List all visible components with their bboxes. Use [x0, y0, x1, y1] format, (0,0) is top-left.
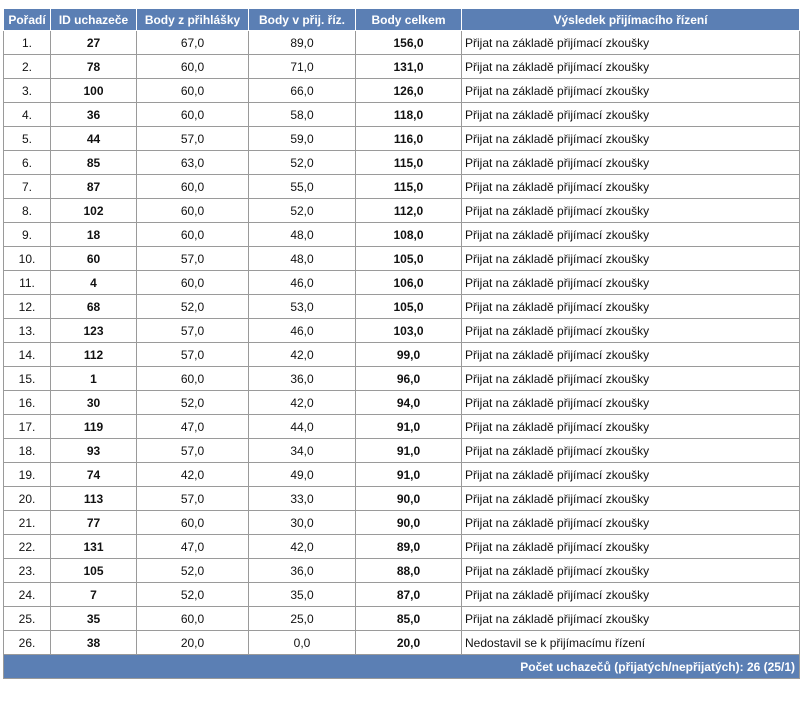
- cell-total-points: 91,0: [356, 463, 462, 487]
- cell-result: Přijat na základě přijímací zkoušky: [462, 367, 800, 391]
- cell-result: Přijat na základě přijímací zkoušky: [462, 439, 800, 463]
- cell-application-points: 57,0: [137, 127, 249, 151]
- table-row: [4, 535, 800, 559]
- cell-application-points: 57,0: [137, 487, 249, 511]
- table-row: [4, 55, 800, 79]
- cell-result: Přijat na základě přijímací zkoušky: [462, 583, 800, 607]
- column-header-applicant-id[interactable]: ID uchazeče: [51, 9, 137, 31]
- cell-exam-points: 52,0: [249, 151, 356, 175]
- cell-result: Přijat na základě přijímací zkoušky: [462, 535, 800, 559]
- cell-rank: 12.: [4, 295, 51, 319]
- cell-result: Přijat na základě přijímací zkoušky: [462, 487, 800, 511]
- cell-result: Přijat na základě přijímací zkoušky: [462, 463, 800, 487]
- cell-rank: 24.: [4, 583, 51, 607]
- column-header-result[interactable]: Výsledek přijímacího řízení: [462, 9, 800, 31]
- cell-result: Přijat na základě přijímací zkoušky: [462, 199, 800, 223]
- table-row: [4, 487, 800, 511]
- admission-results-table: [3, 8, 800, 679]
- cell-applicant-id: 35: [51, 607, 137, 631]
- table-row: [4, 607, 800, 631]
- cell-result: Přijat na základě přijímací zkoušky: [462, 55, 800, 79]
- cell-rank: 21.: [4, 511, 51, 535]
- cell-rank: 4.: [4, 103, 51, 127]
- cell-exam-points: 48,0: [249, 247, 356, 271]
- cell-application-points: 60,0: [137, 367, 249, 391]
- cell-exam-points: 53,0: [249, 295, 356, 319]
- cell-applicant-id: 102: [51, 199, 137, 223]
- cell-application-points: 60,0: [137, 175, 249, 199]
- cell-applicant-id: 105: [51, 559, 137, 583]
- cell-exam-points: 42,0: [249, 343, 356, 367]
- column-header-rank[interactable]: Pořadí: [4, 9, 51, 31]
- cell-application-points: 52,0: [137, 391, 249, 415]
- table-row: [4, 103, 800, 127]
- cell-applicant-id: 68: [51, 295, 137, 319]
- cell-application-points: 47,0: [137, 535, 249, 559]
- cell-exam-points: 71,0: [249, 55, 356, 79]
- table-row: [4, 127, 800, 151]
- cell-application-points: 63,0: [137, 151, 249, 175]
- cell-applicant-id: 60: [51, 247, 137, 271]
- cell-application-points: 57,0: [137, 439, 249, 463]
- cell-result: Přijat na základě přijímací zkoušky: [462, 151, 800, 175]
- cell-result: Přijat na základě přijímací zkoušky: [462, 127, 800, 151]
- cell-applicant-id: 100: [51, 79, 137, 103]
- cell-applicant-id: 18: [51, 223, 137, 247]
- cell-result: Přijat na základě přijímací zkoušky: [462, 319, 800, 343]
- cell-applicant-id: 7: [51, 583, 137, 607]
- cell-applicant-id: 78: [51, 55, 137, 79]
- table-row: [4, 343, 800, 367]
- cell-total-points: 105,0: [356, 247, 462, 271]
- table-row: [4, 391, 800, 415]
- table-body: [4, 31, 800, 655]
- cell-total-points: 105,0: [356, 295, 462, 319]
- cell-rank: 8.: [4, 199, 51, 223]
- table-row: [4, 631, 800, 655]
- cell-exam-points: 42,0: [249, 535, 356, 559]
- column-header-application-points[interactable]: Body z přihlášky: [137, 9, 249, 31]
- cell-result: Přijat na základě přijímací zkoušky: [462, 607, 800, 631]
- table-row: [4, 247, 800, 271]
- cell-applicant-id: 87: [51, 175, 137, 199]
- cell-total-points: 87,0: [356, 583, 462, 607]
- cell-result: Přijat na základě přijímací zkoušky: [462, 511, 800, 535]
- cell-rank: 5.: [4, 127, 51, 151]
- cell-total-points: 90,0: [356, 511, 462, 535]
- table-row: [4, 31, 800, 55]
- cell-applicant-id: 30: [51, 391, 137, 415]
- cell-applicant-id: 123: [51, 319, 137, 343]
- cell-rank: 3.: [4, 79, 51, 103]
- cell-application-points: 60,0: [137, 55, 249, 79]
- cell-rank: 13.: [4, 319, 51, 343]
- column-header-total-points[interactable]: Body celkem: [356, 9, 462, 31]
- cell-exam-points: 44,0: [249, 415, 356, 439]
- cell-application-points: 60,0: [137, 223, 249, 247]
- cell-exam-points: 35,0: [249, 583, 356, 607]
- cell-application-points: 60,0: [137, 511, 249, 535]
- cell-applicant-id: 77: [51, 511, 137, 535]
- cell-application-points: 60,0: [137, 607, 249, 631]
- cell-total-points: 88,0: [356, 559, 462, 583]
- table-row: [4, 583, 800, 607]
- cell-exam-points: 25,0: [249, 607, 356, 631]
- table-row: [4, 559, 800, 583]
- cell-applicant-id: 74: [51, 463, 137, 487]
- cell-rank: 2.: [4, 55, 51, 79]
- cell-rank: 15.: [4, 367, 51, 391]
- cell-total-points: 106,0: [356, 271, 462, 295]
- cell-total-points: 103,0: [356, 319, 462, 343]
- cell-total-points: 89,0: [356, 535, 462, 559]
- cell-total-points: 156,0: [356, 31, 462, 55]
- cell-exam-points: 46,0: [249, 271, 356, 295]
- cell-exam-points: 36,0: [249, 367, 356, 391]
- table-row: [4, 271, 800, 295]
- cell-result: Přijat na základě přijímací zkoušky: [462, 559, 800, 583]
- cell-result: Přijat na základě přijímací zkoušky: [462, 223, 800, 247]
- cell-total-points: 108,0: [356, 223, 462, 247]
- cell-rank: 7.: [4, 175, 51, 199]
- cell-application-points: 60,0: [137, 103, 249, 127]
- table-row: [4, 511, 800, 535]
- cell-total-points: 85,0: [356, 607, 462, 631]
- column-header-exam-points[interactable]: Body v přij. říz.: [249, 9, 356, 31]
- table-row: [4, 319, 800, 343]
- cell-total-points: 94,0: [356, 391, 462, 415]
- cell-total-points: 90,0: [356, 487, 462, 511]
- table-footer-row: [4, 655, 800, 679]
- cell-exam-points: 59,0: [249, 127, 356, 151]
- cell-exam-points: 48,0: [249, 223, 356, 247]
- cell-application-points: 52,0: [137, 295, 249, 319]
- cell-application-points: 60,0: [137, 79, 249, 103]
- table-row: [4, 79, 800, 103]
- cell-application-points: 60,0: [137, 199, 249, 223]
- table-row: [4, 295, 800, 319]
- cell-applicant-id: 119: [51, 415, 137, 439]
- cell-applicant-id: 131: [51, 535, 137, 559]
- table-row: [4, 199, 800, 223]
- cell-total-points: 118,0: [356, 103, 462, 127]
- cell-total-points: 126,0: [356, 79, 462, 103]
- cell-total-points: 99,0: [356, 343, 462, 367]
- applicant-count-summary: Počet uchazečů (přijatých/nepřijatých): 26 (25/1): [4, 655, 800, 679]
- cell-total-points: 91,0: [356, 415, 462, 439]
- cell-result: Přijat na základě přijímací zkoušky: [462, 103, 800, 127]
- cell-rank: 25.: [4, 607, 51, 631]
- cell-exam-points: 89,0: [249, 31, 356, 55]
- cell-total-points: 115,0: [356, 175, 462, 199]
- cell-total-points: 20,0: [356, 631, 462, 655]
- cell-application-points: 52,0: [137, 559, 249, 583]
- cell-total-points: 96,0: [356, 367, 462, 391]
- cell-application-points: 57,0: [137, 319, 249, 343]
- cell-rank: 10.: [4, 247, 51, 271]
- cell-total-points: 131,0: [356, 55, 462, 79]
- cell-exam-points: 58,0: [249, 103, 356, 127]
- cell-exam-points: 0,0: [249, 631, 356, 655]
- cell-rank: 18.: [4, 439, 51, 463]
- cell-application-points: 60,0: [137, 271, 249, 295]
- cell-rank: 14.: [4, 343, 51, 367]
- cell-application-points: 57,0: [137, 343, 249, 367]
- cell-rank: 6.: [4, 151, 51, 175]
- table-row: [4, 223, 800, 247]
- cell-total-points: 91,0: [356, 439, 462, 463]
- cell-rank: 11.: [4, 271, 51, 295]
- cell-exam-points: 30,0: [249, 511, 356, 535]
- cell-applicant-id: 1: [51, 367, 137, 391]
- cell-result: Přijat na základě přijímací zkoušky: [462, 415, 800, 439]
- cell-result: Přijat na základě přijímací zkoušky: [462, 391, 800, 415]
- cell-applicant-id: 93: [51, 439, 137, 463]
- cell-application-points: 57,0: [137, 247, 249, 271]
- table-row: [4, 415, 800, 439]
- cell-rank: 1.: [4, 31, 51, 55]
- cell-exam-points: 52,0: [249, 199, 356, 223]
- table-row: [4, 151, 800, 175]
- cell-exam-points: 34,0: [249, 439, 356, 463]
- cell-application-points: 42,0: [137, 463, 249, 487]
- cell-exam-points: 33,0: [249, 487, 356, 511]
- cell-applicant-id: 4: [51, 271, 137, 295]
- cell-application-points: 20,0: [137, 631, 249, 655]
- cell-rank: 19.: [4, 463, 51, 487]
- cell-application-points: 52,0: [137, 583, 249, 607]
- cell-applicant-id: 44: [51, 127, 137, 151]
- cell-applicant-id: 38: [51, 631, 137, 655]
- cell-exam-points: 66,0: [249, 79, 356, 103]
- cell-rank: 23.: [4, 559, 51, 583]
- cell-exam-points: 36,0: [249, 559, 356, 583]
- cell-application-points: 67,0: [137, 31, 249, 55]
- cell-rank: 26.: [4, 631, 51, 655]
- cell-applicant-id: 27: [51, 31, 137, 55]
- table-row: [4, 367, 800, 391]
- cell-total-points: 116,0: [356, 127, 462, 151]
- cell-result: Přijat na základě přijímací zkoušky: [462, 271, 800, 295]
- cell-rank: 9.: [4, 223, 51, 247]
- cell-rank: 16.: [4, 391, 51, 415]
- table-header-row: [4, 9, 800, 31]
- cell-result: Přijat na základě přijímací zkoušky: [462, 175, 800, 199]
- cell-exam-points: 55,0: [249, 175, 356, 199]
- cell-result: Přijat na základě přijímací zkoušky: [462, 79, 800, 103]
- cell-applicant-id: 113: [51, 487, 137, 511]
- cell-result: Přijat na základě přijímací zkoušky: [462, 343, 800, 367]
- cell-exam-points: 46,0: [249, 319, 356, 343]
- cell-total-points: 115,0: [356, 151, 462, 175]
- cell-applicant-id: 85: [51, 151, 137, 175]
- cell-result: Přijat na základě přijímací zkoušky: [462, 31, 800, 55]
- table-row: [4, 175, 800, 199]
- cell-rank: 17.: [4, 415, 51, 439]
- cell-rank: 20.: [4, 487, 51, 511]
- cell-result: Nedostavil se k přijímacímu řízení: [462, 631, 800, 655]
- table-row: [4, 439, 800, 463]
- cell-exam-points: 42,0: [249, 391, 356, 415]
- cell-applicant-id: 36: [51, 103, 137, 127]
- table-row: [4, 463, 800, 487]
- cell-rank: 22.: [4, 535, 51, 559]
- cell-result: Přijat na základě přijímací zkoušky: [462, 247, 800, 271]
- cell-application-points: 47,0: [137, 415, 249, 439]
- cell-applicant-id: 112: [51, 343, 137, 367]
- cell-result: Přijat na základě přijímací zkoušky: [462, 295, 800, 319]
- cell-total-points: 112,0: [356, 199, 462, 223]
- cell-exam-points: 49,0: [249, 463, 356, 487]
